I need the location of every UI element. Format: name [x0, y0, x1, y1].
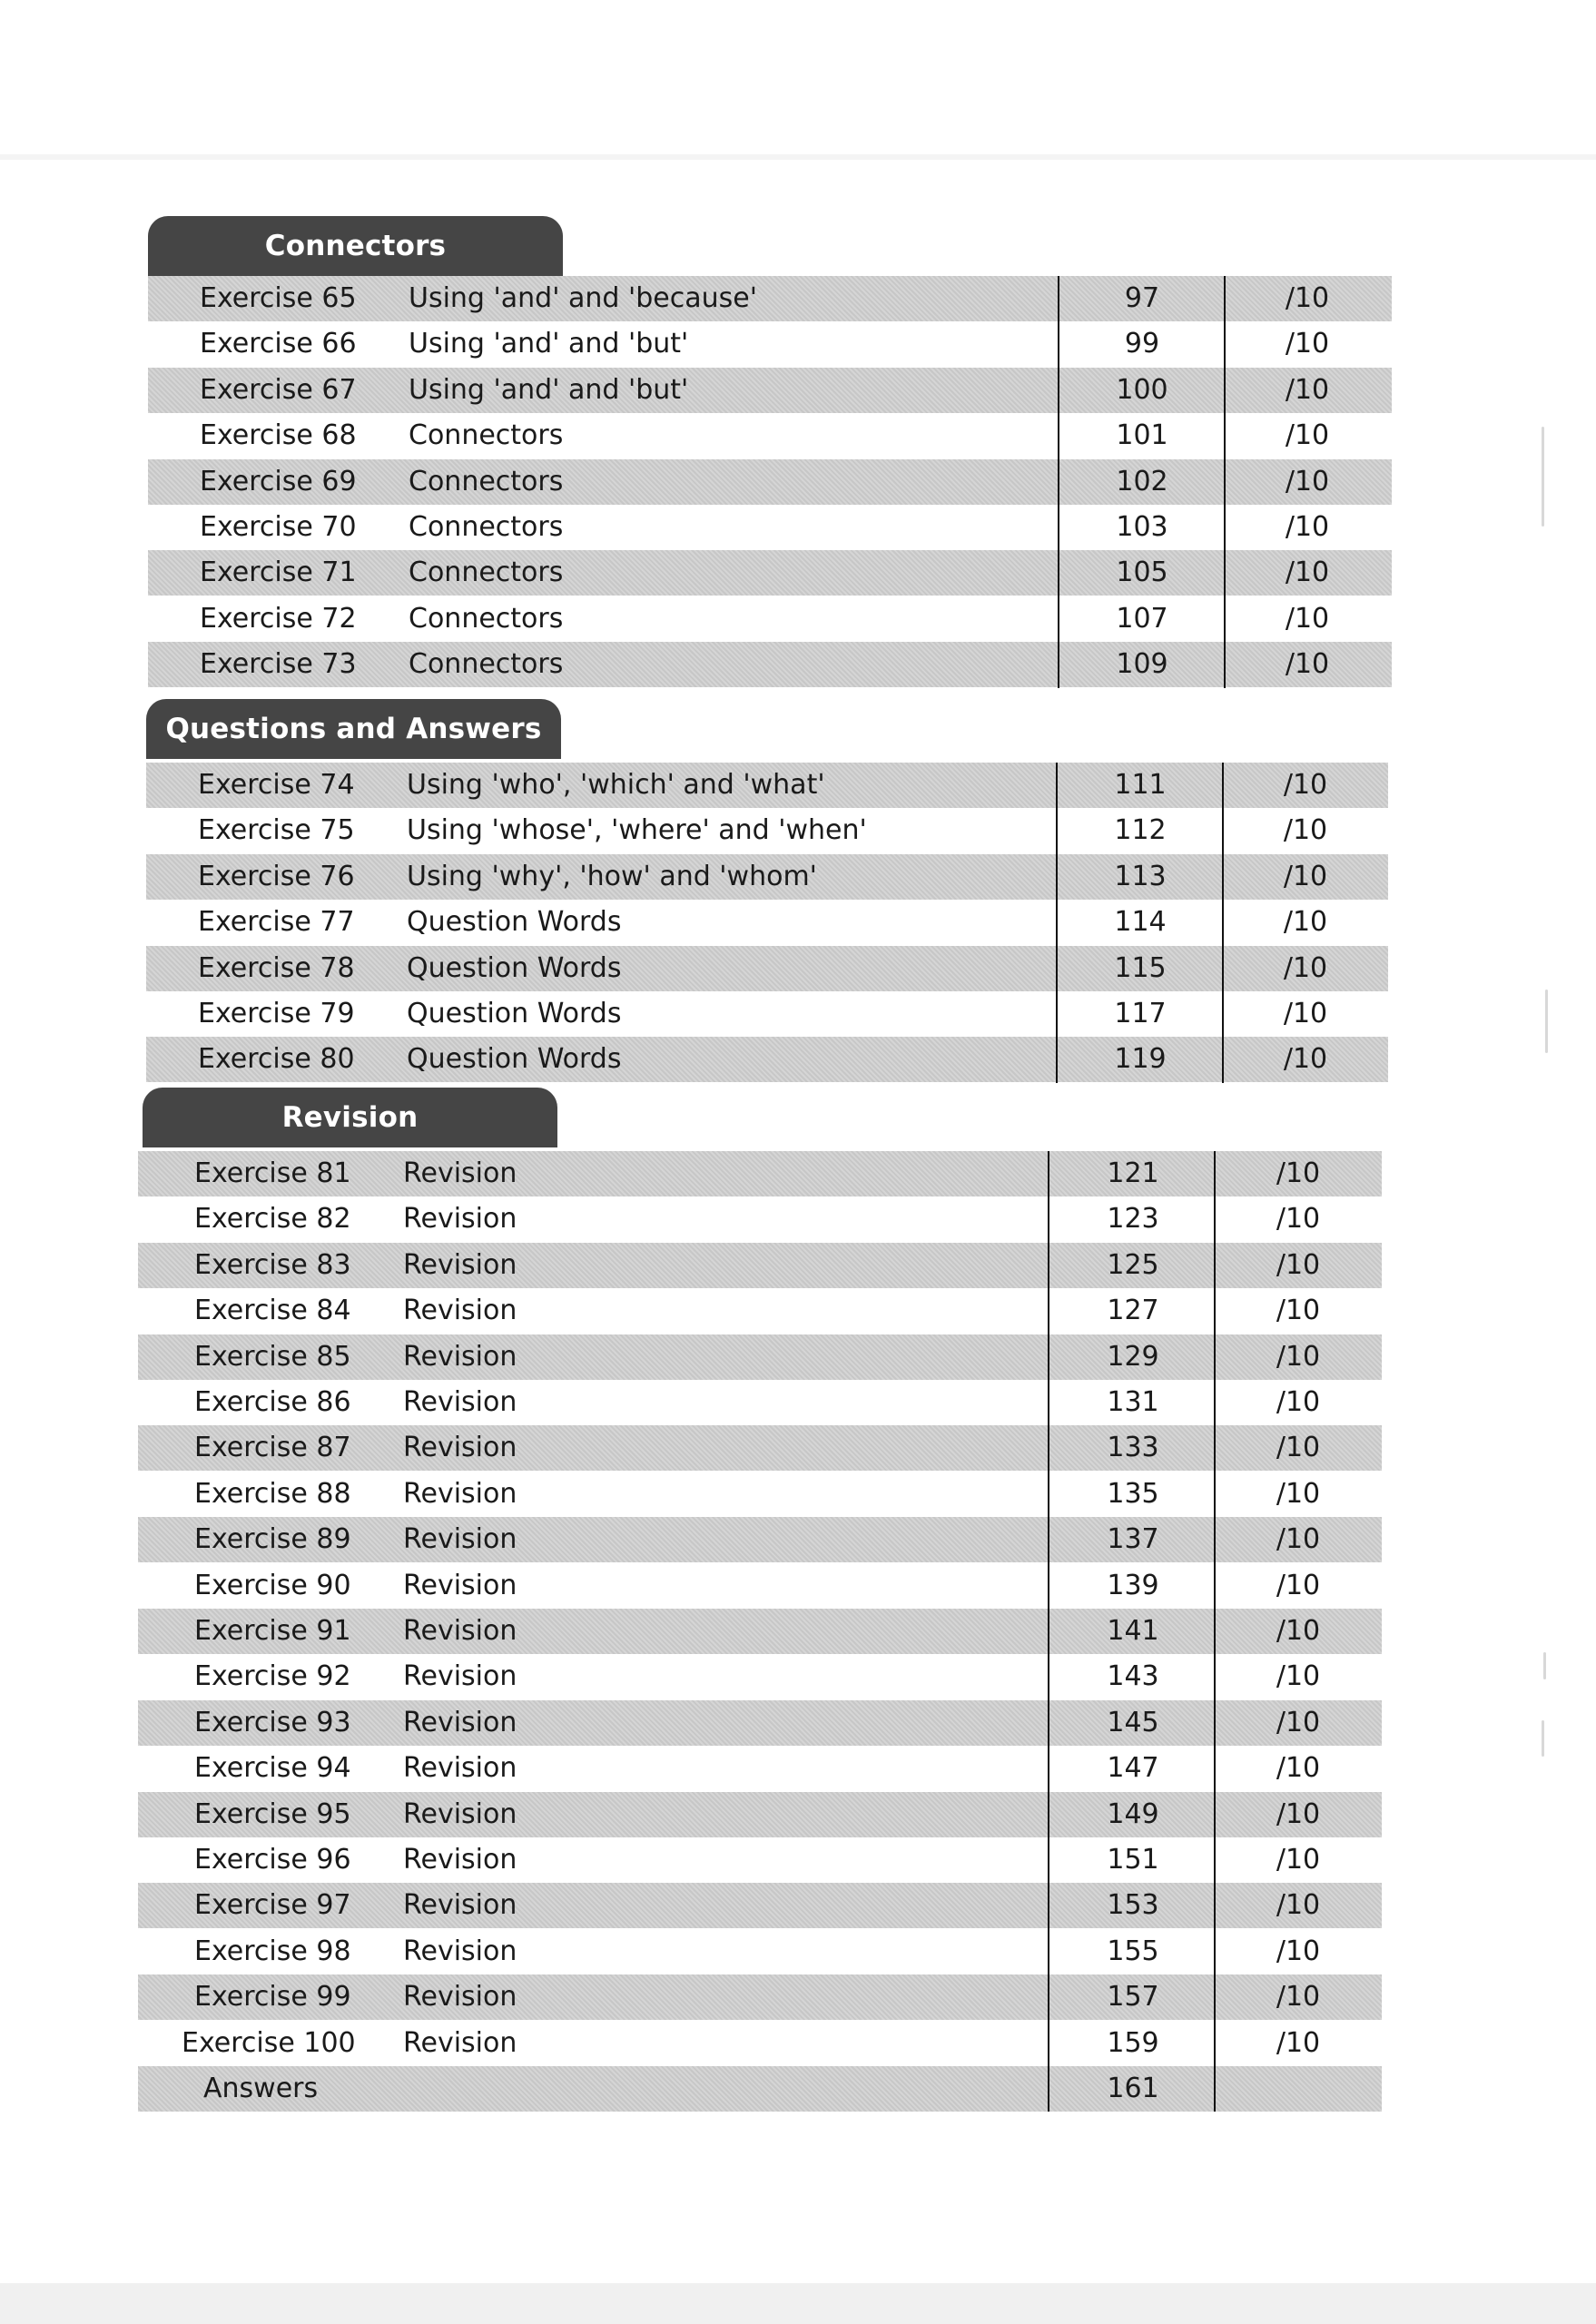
exercise-title: Revision: [403, 1157, 517, 1189]
score-box: /10: [1276, 1615, 1321, 1647]
exercise-title: Revision: [403, 1432, 517, 1464]
exercise-title: Revision: [403, 1615, 517, 1647]
table-row: [146, 763, 1388, 808]
score-box: /10: [1276, 1295, 1321, 1327]
score-box: /10: [1285, 282, 1330, 314]
page-number: 143: [1107, 1660, 1159, 1693]
score-box: /10: [1285, 465, 1330, 497]
exercise-label: Exercise 81: [194, 1157, 351, 1189]
exercise-label: Answers: [203, 2073, 319, 2104]
score-box: /10: [1283, 860, 1328, 892]
table-row: [148, 642, 1392, 687]
page-number: 123: [1107, 1203, 1159, 1236]
score-box: /10: [1285, 373, 1330, 406]
exercise-title: Using 'and' and 'but': [409, 373, 689, 406]
page-number: 125: [1107, 1248, 1159, 1281]
score-column-divider: [1224, 276, 1226, 688]
table-row: [148, 505, 1392, 550]
exercise-title: Revision: [403, 1660, 517, 1693]
page-number: 111: [1114, 769, 1167, 801]
exercise-label: Exercise 76: [198, 860, 355, 892]
table-row: [138, 1472, 1382, 1517]
page-number: 127: [1107, 1295, 1159, 1327]
table-rows: [0, 763, 1596, 1084]
page-number: 99: [1124, 328, 1160, 360]
exercise-title: Revision: [403, 1935, 517, 1967]
exercise-title: Question Words: [407, 998, 622, 1029]
exercise-title: Revision: [403, 1752, 517, 1785]
exercise-label: Exercise 87: [194, 1432, 351, 1464]
exercise-label: Exercise 89: [194, 1523, 351, 1556]
page-number: 109: [1116, 648, 1168, 681]
table-row: [146, 900, 1388, 945]
table-row: [138, 1929, 1382, 1974]
section-header: Revision: [143, 1088, 557, 1147]
score-box: /10: [1276, 1432, 1321, 1464]
table-row: [146, 946, 1388, 991]
exercise-title: Using 'why', 'how' and 'whom': [407, 860, 817, 892]
page-number: 155: [1107, 1935, 1159, 1967]
page-number: 131: [1107, 1386, 1159, 1418]
exercise-label: Exercise 85: [194, 1340, 351, 1373]
table-row: [138, 1563, 1382, 1609]
exercise-label: Exercise 88: [194, 1477, 351, 1510]
page-number: 149: [1107, 1797, 1159, 1830]
exercise-title: Question Words: [407, 1043, 622, 1076]
exercise-label: Exercise 86: [194, 1386, 351, 1418]
score-box: /10: [1285, 511, 1330, 543]
table-row: [138, 1334, 1382, 1380]
section-header: Connectors: [148, 216, 563, 276]
table-rows: [0, 276, 1596, 695]
page-number: 112: [1114, 814, 1167, 847]
exercise-label: Exercise 90: [194, 1569, 351, 1601]
score-box: /10: [1276, 1386, 1321, 1418]
score-box: /10: [1276, 1660, 1321, 1693]
table-rows: [0, 1151, 1596, 2115]
exercise-title: Connectors: [409, 419, 564, 452]
page-number: 145: [1107, 1706, 1159, 1738]
page-column-divider: [1048, 1151, 1049, 2112]
table-row: [138, 1380, 1382, 1425]
exercise-label: Exercise 75: [198, 814, 355, 847]
exercise-title: Revision: [403, 1203, 517, 1236]
page-number: 113: [1114, 860, 1167, 892]
page-number: 121: [1107, 1157, 1159, 1189]
section-revision: [0, 1088, 1596, 2115]
exercise-title: Revision: [403, 1477, 517, 1510]
table-row: [146, 1037, 1388, 1082]
table-row: [138, 1609, 1382, 1654]
exercise-label: Exercise 65: [200, 282, 357, 314]
score-box: /10: [1285, 328, 1330, 360]
exercise-title: Revision: [403, 1523, 517, 1556]
scan-mark: [1542, 427, 1544, 527]
exercise-title: Revision: [403, 1340, 517, 1373]
page-number: 139: [1107, 1569, 1159, 1601]
exercise-label: Exercise 77: [198, 906, 355, 939]
exercise-label: Exercise 69: [200, 465, 357, 497]
exercise-title: Revision: [403, 1295, 517, 1327]
exercise-label: Exercise 83: [194, 1248, 351, 1281]
score-box: /10: [1283, 814, 1328, 847]
exercise-label: Exercise 92: [194, 1660, 351, 1693]
score-box: /10: [1276, 1248, 1321, 1281]
table-row: [138, 1151, 1382, 1196]
page-number: 147: [1107, 1752, 1159, 1785]
exercise-label: Exercise 66: [200, 328, 357, 360]
score-box: /10: [1276, 1889, 1321, 1922]
exercise-label: Exercise 95: [194, 1797, 351, 1830]
page-number: 100: [1116, 373, 1168, 406]
score-box: /10: [1276, 1157, 1321, 1189]
exercise-title: Question Words: [407, 906, 622, 939]
table-row: [138, 2021, 1382, 2066]
exercise-title: Using 'and' and 'because': [409, 282, 757, 314]
score-box: /10: [1283, 951, 1328, 984]
page-number: 103: [1116, 511, 1168, 543]
score-box: /10: [1276, 1340, 1321, 1373]
exercise-label: Exercise 72: [200, 602, 357, 635]
page-column-divider: [1058, 276, 1059, 688]
page-number: 153: [1107, 1889, 1159, 1922]
exercise-label: Exercise 96: [194, 1844, 351, 1876]
page-number: 135: [1107, 1477, 1159, 1510]
exercise-title: Using 'whose', 'where' and 'when': [407, 814, 867, 847]
table-row: [138, 1654, 1382, 1699]
score-box: /10: [1283, 1043, 1328, 1076]
exercise-title: Using 'who', 'which' and 'what': [407, 769, 825, 801]
exercise-label: Exercise 98: [194, 1935, 351, 1967]
page-number: 117: [1114, 998, 1167, 1029]
exercise-label: Exercise 93: [194, 1706, 351, 1738]
exercise-title: Connectors: [409, 556, 564, 589]
score-box: /10: [1276, 1935, 1321, 1967]
table-row: [148, 550, 1392, 596]
table-row: [148, 321, 1392, 367]
table-row: [138, 1425, 1382, 1471]
table-row: [148, 368, 1392, 413]
score-box: /10: [1283, 906, 1328, 939]
page-number: 102: [1116, 465, 1168, 497]
score-box: /10: [1276, 1752, 1321, 1785]
score-box: /10: [1276, 1523, 1321, 1556]
exercise-label: Exercise 78: [198, 951, 355, 984]
scan-mark: [1543, 1652, 1546, 1679]
table-row: [146, 991, 1388, 1037]
score-box: /10: [1276, 1981, 1321, 2014]
exercise-title: Revision: [403, 1797, 517, 1830]
score-box: /10: [1276, 1477, 1321, 1510]
table-row: [148, 276, 1392, 321]
score-box: /10: [1285, 419, 1330, 452]
table-row: [138, 1746, 1382, 1791]
score-box: /10: [1285, 602, 1330, 635]
exercise-title: Revision: [403, 1706, 517, 1738]
exercise-title: Revision: [403, 1248, 517, 1281]
score-box: /10: [1283, 769, 1328, 801]
scan-mark: [1542, 1720, 1544, 1757]
exercise-label: Exercise 68: [200, 419, 357, 452]
exercise-label: Exercise 71: [200, 556, 357, 589]
page-number: 137: [1107, 1523, 1159, 1556]
scan-mark: [1545, 990, 1548, 1053]
exercise-label: Exercise 79: [198, 998, 355, 1029]
exercise-title: Connectors: [409, 602, 564, 635]
bottom-band: [0, 2283, 1596, 2324]
answers-row: [138, 2066, 1382, 2112]
exercise-title: Revision: [403, 1981, 517, 2014]
table-row: [146, 808, 1388, 853]
table-row: [138, 1700, 1382, 1746]
page-number: 115: [1114, 951, 1167, 984]
page-number: 161: [1107, 2073, 1159, 2104]
score-box: /10: [1276, 1203, 1321, 1236]
exercise-title: Revision: [403, 1386, 517, 1418]
table-row: [146, 854, 1388, 900]
exercise-label: Exercise 82: [194, 1203, 351, 1236]
exercise-label: Exercise 67: [200, 373, 357, 406]
table-row: [138, 1243, 1382, 1288]
page-number: 97: [1124, 282, 1160, 314]
exercise-title: Revision: [403, 1569, 517, 1601]
section-header: Questions and Answers: [146, 699, 561, 759]
exercise-label: Exercise 80: [198, 1043, 355, 1076]
page-number: 159: [1107, 2026, 1159, 2059]
exercise-label: Exercise 99: [194, 1981, 351, 2014]
page-number: 101: [1116, 419, 1168, 452]
exercise-label: Exercise 100: [182, 2026, 356, 2059]
table-row: [138, 1974, 1382, 2020]
page-number: 107: [1116, 602, 1168, 635]
exercise-label: Exercise 73: [200, 648, 357, 681]
page-number: 105: [1116, 556, 1168, 589]
top-rule: [0, 154, 1596, 160]
exercise-label: Exercise 74: [198, 769, 355, 801]
exercise-title: Connectors: [409, 511, 564, 543]
exercise-label: Exercise 94: [194, 1752, 351, 1785]
page-column-divider: [1056, 763, 1058, 1083]
exercise-label: Exercise 97: [194, 1889, 351, 1922]
score-box: [1217, 2066, 1380, 2112]
score-box: /10: [1283, 998, 1328, 1029]
table-row: [138, 1196, 1382, 1242]
table-row: [138, 1883, 1382, 1928]
exercise-title: Question Words: [407, 951, 622, 984]
table-row: [138, 1517, 1382, 1562]
table-row: [138, 1792, 1382, 1837]
exercise-title: Revision: [403, 1889, 517, 1922]
score-box: /10: [1276, 2026, 1321, 2059]
exercise-label: Exercise 70: [200, 511, 357, 543]
score-box: /10: [1285, 556, 1330, 589]
score-column-divider: [1214, 1151, 1216, 2112]
exercise-title: Revision: [403, 1844, 517, 1876]
page-number: 133: [1107, 1432, 1159, 1464]
table-row: [148, 459, 1392, 505]
exercise-label: Exercise 91: [194, 1615, 351, 1647]
page-number: 141: [1107, 1615, 1159, 1647]
section-connectors: [0, 216, 1596, 695]
page-number: 157: [1107, 1981, 1159, 2014]
score-box: /10: [1276, 1706, 1321, 1738]
exercise-title: Using 'and' and 'but': [409, 328, 689, 360]
score-box: /10: [1276, 1797, 1321, 1830]
exercise-title: Revision: [403, 2026, 517, 2059]
score-column-divider: [1222, 763, 1224, 1083]
exercise-title: [403, 2066, 1030, 2112]
table-row: [138, 1288, 1382, 1334]
exercise-label: Exercise 84: [194, 1295, 351, 1327]
exercise-title: Connectors: [409, 648, 564, 681]
page-number: 129: [1107, 1340, 1159, 1373]
table-row: [148, 413, 1392, 458]
page-number: 114: [1114, 906, 1167, 939]
score-box: /10: [1285, 648, 1330, 681]
score-box: /10: [1276, 1569, 1321, 1601]
page-number: 151: [1107, 1844, 1159, 1876]
section-questions-and-answers: [0, 699, 1596, 1084]
score-box: /10: [1276, 1844, 1321, 1876]
page-number: 119: [1114, 1043, 1167, 1076]
table-row: [138, 1837, 1382, 1883]
table-row: [148, 596, 1392, 642]
exercise-title: Connectors: [409, 465, 564, 497]
